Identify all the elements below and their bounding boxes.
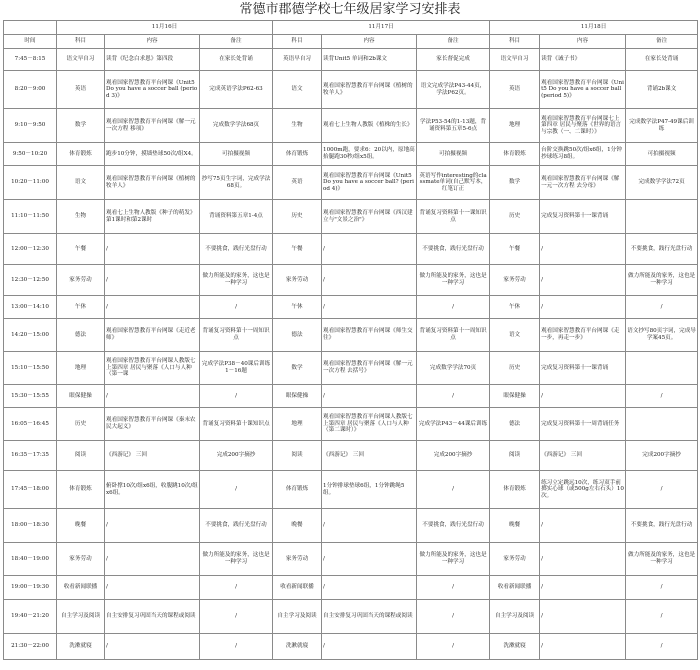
subject-cell: 阅读 [273, 441, 322, 471]
subject-cell: 晚餐 [57, 509, 105, 543]
content-cell: 1000m跑，要求6：20以内，原地高抬腿跑30秒/组x5组。 [322, 143, 417, 166]
subject-cell: 晚餐 [490, 509, 540, 543]
content-cell: / [105, 509, 200, 543]
content-cell: 自主安排复习巩固当天的课程或阅读 [322, 600, 417, 634]
content-cell: 观看国家智慧教育平台网课《植树的牧羊人》 [105, 166, 200, 200]
content-cell: 《西游记》 三回 [105, 441, 200, 471]
time-cell: 11:10－11:50 [4, 200, 57, 234]
schedule-row [4, 509, 698, 543]
content-cell: 观看国家智慧教育平台网课《植树的牧羊人》 [322, 71, 417, 109]
note-cell: 不要挑食，践行光盘行动 [626, 509, 698, 543]
subject-cell: 午餐 [490, 234, 540, 265]
time-cell: 21:30－22:00 [4, 634, 57, 660]
subject-cell: 午休 [490, 296, 540, 319]
note-cell: 可拍摄视频 [417, 143, 490, 166]
time-cell: 18:40－19:00 [4, 543, 57, 576]
subject-cell: 生物 [273, 109, 322, 143]
corner-cell [4, 21, 57, 35]
content-cell: 观看国家智慧教育平台网课《解一元一次方程 去括号》 [322, 352, 417, 385]
note-cell [626, 352, 698, 385]
note-header: 备注 [200, 35, 273, 49]
content-cell: 观看国家智慧教育平台网课《走近老师》 [105, 319, 200, 352]
subject-cell: 眼保健操 [57, 385, 105, 408]
schedule-body [4, 49, 698, 660]
note-cell: 完成200字摘抄 [626, 441, 698, 471]
day-header-row [4, 21, 698, 35]
content-header: 内容 [105, 35, 200, 49]
schedule-row [4, 265, 698, 296]
subject-cell: 眼保健操 [490, 385, 540, 408]
schedule-row [4, 352, 698, 385]
subject-cell: 历史 [490, 352, 540, 385]
note-cell: / [200, 576, 273, 600]
time-cell: 18:00－18:30 [4, 509, 57, 543]
note-cell: 完成数学法P47-49课后训练 [626, 109, 698, 143]
subject-cell: 语文 [490, 319, 540, 352]
subject-cell: 英语 [490, 71, 540, 109]
content-cell: 完成复习资料第十一课背诵 [540, 200, 626, 234]
content-cell: / [540, 543, 626, 576]
content-cell: 观看国家智慧教育平台网课《秦末农民大起义》 [105, 408, 200, 441]
content-cell: 观看国家智慧教育平台网课七上第四章 居民与聚落《世界的语言与宗教（一、二课时）》 [540, 109, 626, 143]
subject-cell: 语文 [273, 71, 322, 109]
time-cell: 10:20－11:00 [4, 166, 57, 200]
schedule-row [4, 200, 698, 234]
content-cell: / [540, 234, 626, 265]
subject-cell: 晚餐 [273, 509, 322, 543]
subject-cell: 收看新闻联播 [490, 576, 540, 600]
subject-cell: 历史 [273, 200, 322, 234]
note-cell: 做力所能及的家务，这也是一种学习 [417, 265, 490, 296]
time-cell: 9:10－9:50 [4, 109, 57, 143]
schedule-row [4, 49, 698, 71]
content-cell: / [540, 576, 626, 600]
content-cell: / [322, 576, 417, 600]
content-cell: / [540, 385, 626, 408]
note-cell: / [417, 385, 490, 408]
note-cell: / [626, 634, 698, 660]
note-cell: / [200, 600, 273, 634]
schedule-row [4, 234, 698, 265]
content-cell: 观看国家智慧教育平台网课《西汉建立与"文景之治"》 [322, 200, 417, 234]
schedule-row [4, 109, 698, 143]
schedule-row [4, 166, 698, 200]
page-title: 常德市郡德学校七年级居家学习安排表 [239, 2, 461, 17]
subject-cell: 数学 [273, 352, 322, 385]
note-cell: 背诵复习资料第十课知识点 [200, 408, 273, 441]
content-cell: / [105, 234, 200, 265]
content-cell: 1分钟排球垫球6组，1分钟跳绳5组。 [322, 471, 417, 509]
subject-cell: 家务劳动 [490, 543, 540, 576]
subject-cell: 英语早自习 [273, 49, 322, 71]
time-cell: 17:45－18:00 [4, 471, 57, 509]
note-cell: / [626, 576, 698, 600]
subject-header: 科目 [490, 35, 540, 49]
subject-cell: 阅读 [57, 441, 105, 471]
subject-cell: 家务劳动 [490, 265, 540, 296]
subject-cell: 体育锻炼 [273, 143, 322, 166]
content-cell: / [105, 576, 200, 600]
note-cell: 可拍摄视频 [626, 143, 698, 166]
note-cell: / [626, 471, 698, 509]
note-cell [626, 200, 698, 234]
note-cell [626, 408, 698, 441]
content-cell: / [105, 634, 200, 660]
content-cell: 观看七上生物人教版《种子的萌发》第1课时和第2课时 [105, 200, 200, 234]
time-cell: 15:10－15:50 [4, 352, 57, 385]
content-cell: / [322, 296, 417, 319]
subject-cell: 历史 [57, 408, 105, 441]
time-cell: 12:30－12:50 [4, 265, 57, 296]
note-cell: / [200, 471, 273, 509]
note-cell: 可拍摄视频 [200, 143, 273, 166]
subject-cell: 语文早自习 [490, 49, 540, 71]
subject-cell: 地理 [273, 408, 322, 441]
content-cell: 观看国家智慧教育平台网课人教版七上第四章 居民与聚落《人口与人种（第一课 [105, 352, 200, 385]
note-cell: 家长督促完成 [417, 49, 490, 71]
subject-cell: 自主学习及阅读 [490, 600, 540, 634]
day-header: 11月18日 [490, 21, 698, 35]
subject-cell: 家务劳动 [273, 265, 322, 296]
note-cell: 不要挑食，践行光盘行动 [200, 509, 273, 543]
subject-cell: 数学 [490, 166, 540, 200]
note-cell: 做力所能及的家务，这也是一种学习 [626, 543, 698, 576]
time-cell: 19:40－21:20 [4, 600, 57, 634]
subject-cell: 洗漱就寝 [273, 634, 322, 660]
content-cell: / [322, 234, 417, 265]
time-cell: 8:20－9:00 [4, 71, 57, 109]
schedule-row [4, 634, 698, 660]
note-cell: 完成数学学法70页 [417, 352, 490, 385]
note-cell: / [417, 600, 490, 634]
note-cell: / [200, 385, 273, 408]
note-cell: 完成学法P43－44课后训练 [417, 408, 490, 441]
content-cell: 《西游记》 三回 [322, 441, 417, 471]
subject-cell: 德法 [273, 319, 322, 352]
subject-cell: 语文早自习 [57, 49, 105, 71]
subject-cell: 眼保健操 [273, 385, 322, 408]
content-cell: 观看国家智慧教育平台网课《师生交往》 [322, 319, 417, 352]
content-cell: 自主安排复习巩固当天的课程或阅读 [105, 600, 200, 634]
note-cell: 完成数学学法68页 [200, 109, 273, 143]
content-cell: / [105, 385, 200, 408]
day-header: 11月17日 [273, 21, 490, 35]
content-cell: / [540, 296, 626, 319]
note-header: 备注 [626, 35, 698, 49]
content-cell: 观看国家智慧教育平台网课《走一步，再走一步》 [540, 319, 626, 352]
schedule-row [4, 71, 698, 109]
note-cell: / [200, 296, 273, 319]
note-cell: 在家长处背诵 [626, 49, 698, 71]
note-cell: / [200, 634, 273, 660]
subject-cell: 体育锻炼 [57, 143, 105, 166]
note-cell: 做力所能及的家务，这也是一种学习 [417, 543, 490, 576]
content-cell: 跑步10分钟，摸墙垫球50次/组X4。 [105, 143, 200, 166]
note-cell: / [417, 576, 490, 600]
note-cell: 背诵资料第五章1-4点 [200, 200, 273, 234]
schedule-row [4, 441, 698, 471]
subject-cell: 午休 [57, 296, 105, 319]
content-cell: / [105, 265, 200, 296]
time-cell: 15:30－15:55 [4, 385, 57, 408]
content-cell: / [322, 385, 417, 408]
content-cell: 观看国家智慧教育平台网课《解一元一次方程 移项》 [105, 109, 200, 143]
time-cell: 19:00－19:30 [4, 576, 57, 600]
content-cell: 观看国家智慧教育平台网课《解一元一次方程 去分母》 [540, 166, 626, 200]
content-cell: 观看国家智慧教育平台网课人教版七上第四章 居民与聚落《人口与人种（第二课时）》 [322, 408, 417, 441]
note-cell: 背诵2b课文 [626, 71, 698, 109]
note-cell: / [417, 634, 490, 660]
schedule-row [4, 543, 698, 576]
subject-cell: 洗漱就寝 [57, 634, 105, 660]
note-cell: 不要挑食，践行光盘行动 [417, 509, 490, 543]
schedule-row [4, 385, 698, 408]
note-cell: / [417, 471, 490, 509]
content-cell: / [322, 634, 417, 660]
content-cell: / [322, 265, 417, 296]
subject-cell: 午餐 [273, 234, 322, 265]
subject-cell: 午休 [273, 296, 322, 319]
day-header: 11月16日 [57, 21, 273, 35]
note-cell: 语文抄写80页字词，完成导学案45页。 [626, 319, 698, 352]
schedule-row [4, 319, 698, 352]
content-cell: / [540, 634, 626, 660]
time-cell: 16:35－17:35 [4, 441, 57, 471]
content-cell: 完成复习资料第十一课背诵 [540, 352, 626, 385]
subject-cell: 家务劳动 [57, 543, 105, 576]
time-cell: 9:50－10:20 [4, 143, 57, 166]
schedule-row [4, 143, 698, 166]
subject-cell: 数学 [57, 109, 105, 143]
note-cell: / [417, 296, 490, 319]
content-cell: 《西游记》 三回 [540, 441, 626, 471]
content-cell: 完成复习资料第十一周背诵任务 [540, 408, 626, 441]
note-cell: 背诵复习资料第十一周知识点 [200, 319, 273, 352]
note-cell: / [626, 296, 698, 319]
subject-cell: 自主学习及阅读 [57, 600, 105, 634]
subject-cell: 体育锻炼 [490, 471, 540, 509]
note-cell: 完成数学学法72页 [626, 166, 698, 200]
content-cell: / [540, 509, 626, 543]
note-cell: 做力所能及的家务，这也是一种学习 [626, 265, 698, 296]
content-cell: / [105, 296, 200, 319]
content-cell: / [322, 543, 417, 576]
note-cell: 不要挑食，践行光盘行动 [626, 234, 698, 265]
subject-cell: 德法 [57, 319, 105, 352]
note-cell: 抄写75页生字词，完成学法68页。 [200, 166, 273, 200]
note-cell: 不要挑食，践行光盘行动 [200, 234, 273, 265]
subject-cell: 阅读 [490, 441, 540, 471]
content-cell: / [540, 600, 626, 634]
subject-cell: 生物 [57, 200, 105, 234]
content-cell: 观看国家智慧教育平台网课《Unit5 Do you have a soccer ball (period 5)》 [540, 71, 626, 109]
time-cell: 16:05－16:45 [4, 408, 57, 441]
schedule-row [4, 600, 698, 634]
subject-cell: 洗漱就寝 [490, 634, 540, 660]
content-cell: 台阶交换跳50次/组x6组，1分钟抄球练习8组。 [540, 143, 626, 166]
subject-cell: 历史 [490, 200, 540, 234]
content-header: 内容 [540, 35, 626, 49]
subject-cell: 地理 [57, 352, 105, 385]
content-cell: 读背《诫子书》 [540, 49, 626, 71]
subject-cell: 体育锻炼 [57, 471, 105, 509]
note-header: 备注 [417, 35, 490, 49]
subject-cell: 体育锻炼 [273, 471, 322, 509]
note-cell: / [626, 385, 698, 408]
time-header: 时间 [4, 35, 57, 49]
subject-header: 科目 [273, 35, 322, 49]
content-header: 内容 [322, 35, 417, 49]
subject-cell: 语文 [57, 166, 105, 200]
time-cell: 12:00－12:30 [4, 234, 57, 265]
note-cell: 不要挑食，践行光盘行动 [417, 234, 490, 265]
schedule-row [4, 408, 698, 441]
subject-cell: 英语 [273, 166, 322, 200]
note-cell: 完成英语学法P62-63 [200, 71, 273, 109]
content-cell: 观看国家智慧教育平台网课《Unit5 Do you have a soccer ball (period 3)》 [105, 71, 200, 109]
content-cell: 读背Unit5 单词和2b课文 [322, 49, 417, 71]
subject-cell: 英语 [57, 71, 105, 109]
note-cell: 背诵复习资料第十一课知识点 [417, 200, 490, 234]
note-cell: 在家长处背诵 [200, 49, 273, 71]
subject-header: 科目 [57, 35, 105, 49]
schedule-table [3, 20, 698, 660]
note-cell: 英语写作interesting的classmate单词(自己默写本，红笔订正 [417, 166, 490, 200]
time-cell: 14:20－15:00 [4, 319, 57, 352]
content-cell: 俯卧撑10次/组x6组，收腹跳10次/组x6组。 [105, 471, 200, 509]
time-cell: 7:45－8:15 [4, 49, 57, 71]
subject-cell: 家务劳动 [273, 543, 322, 576]
content-cell: 读背《纪念白求恩》第四段 [105, 49, 200, 71]
time-cell: 13:00－14:10 [4, 296, 57, 319]
subject-cell: 自主学习及阅读 [273, 600, 322, 634]
content-cell: / [322, 509, 417, 543]
subject-cell: 家务劳动 [57, 265, 105, 296]
note-cell: 完成学法P38－40课后训练1－16题 [200, 352, 273, 385]
subject-cell: 德法 [490, 408, 540, 441]
content-cell: 练习立定跳远10次，练习双手前掷实心球（或500g左右石头）10次。 [540, 471, 626, 509]
subject-cell: 收看新闻联播 [57, 576, 105, 600]
content-cell: 观看国家智慧教育平台网课《Unit5 Do you have a soccer ball? (period 4)》 [322, 166, 417, 200]
subject-cell: 收看新闻联播 [273, 576, 322, 600]
note-cell: 学法P53-54的1-13题，背诵资料第五章5-6点 [417, 109, 490, 143]
schedule-row [4, 296, 698, 319]
note-cell: 完成200字摘抄 [417, 441, 490, 471]
content-cell: 观看七上生物人教版《植株的生长》 [322, 109, 417, 143]
note-cell: / [626, 600, 698, 634]
note-cell: 做力所能及的家务，这也是一种学习 [200, 265, 273, 296]
note-cell: 背诵复习资料第十一周知识点 [417, 319, 490, 352]
subject-cell: 体育锻炼 [490, 143, 540, 166]
note-cell: 语文完成学法P43-44页，学法P62页。 [417, 71, 490, 109]
note-cell: 做力所能及的家务，这也是一种学习 [200, 543, 273, 576]
note-cell: 完成200字摘抄 [200, 441, 273, 471]
schedule-row [4, 576, 698, 600]
content-cell: / [540, 265, 626, 296]
subject-cell: 地理 [490, 109, 540, 143]
schedule-row [4, 471, 698, 509]
column-header-row [4, 35, 698, 49]
subject-cell: 午餐 [57, 234, 105, 265]
content-cell: / [105, 543, 200, 576]
